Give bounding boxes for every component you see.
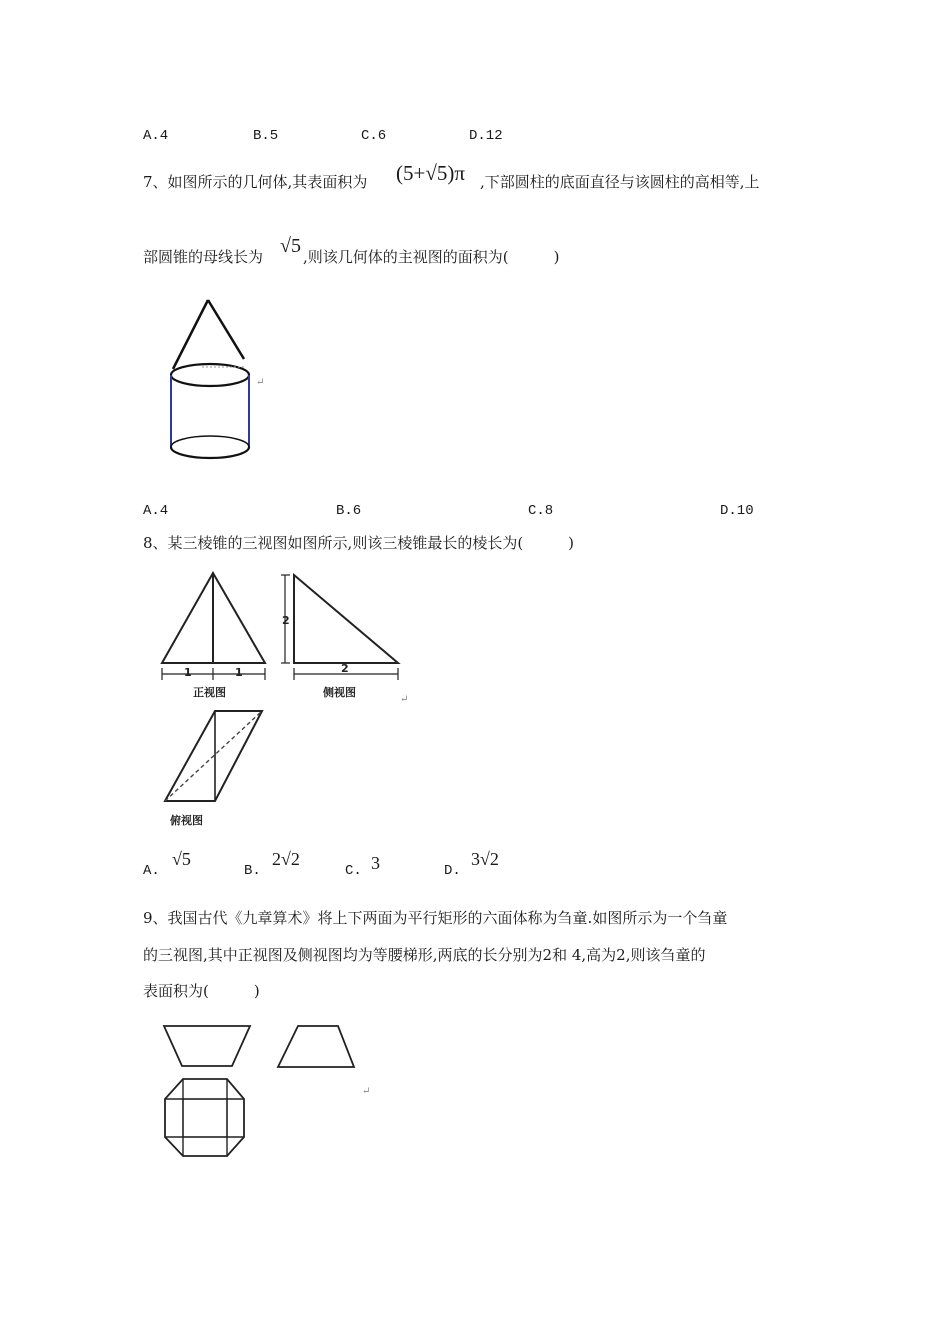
q8-front-view bbox=[155, 568, 275, 703]
side-triangle bbox=[294, 575, 398, 663]
cone-right-edge bbox=[208, 300, 244, 359]
q7-option-c: C.8 bbox=[528, 503, 554, 519]
q7-line2-prefix: 部圆锥的母线长为 bbox=[143, 248, 264, 266]
cylinder-bottom-front bbox=[171, 447, 249, 458]
q6-option-a: A.4 bbox=[143, 128, 169, 144]
q7-option-d: D.10 bbox=[720, 503, 754, 519]
q9-line3: 表面积为( ) bbox=[143, 982, 260, 1000]
q9-top-inner-rect bbox=[183, 1099, 227, 1137]
q9-front-trapezoid bbox=[164, 1026, 250, 1066]
side-view-label: 侧视图 bbox=[323, 686, 356, 699]
q7-option-a: A.4 bbox=[143, 503, 169, 519]
q9-line2: 的三视图,其中正视图及侧视图均为等腰梯形,两底的长分别为2和 4,高为2,则该刍童的 bbox=[143, 946, 706, 964]
q9-line1: 9、我国古代《九章算术》将上下两面为平行矩形的六面体称为刍童.如图所示为一个刍童 bbox=[143, 909, 728, 927]
top-hidden-edge bbox=[165, 711, 262, 801]
q8-option-c-letter: C. bbox=[345, 863, 362, 879]
q8-text: 8、某三棱锥的三视图如图所示,则该三棱锥最长的棱长为( ) bbox=[143, 534, 575, 552]
q7-formula: (5+√5)π bbox=[396, 161, 465, 185]
q8-option-a-value: √5 bbox=[172, 849, 191, 869]
top-view-label: 俯视图 bbox=[170, 814, 203, 827]
q7-line2-suffix: ,则该几何体的主视图的面积为( ) bbox=[303, 248, 560, 266]
q9-three-views-figure bbox=[158, 1020, 378, 1165]
cylinder-bottom-back bbox=[171, 436, 249, 447]
side-dim-height: 2 bbox=[282, 614, 290, 627]
cone-left-edge bbox=[173, 300, 208, 369]
front-dim-right: 1 bbox=[235, 666, 243, 679]
q7-option-b: B.6 bbox=[336, 503, 362, 519]
q7-line1-suffix: ,下部圆柱的底面直径与该圆柱的高相等,上 bbox=[480, 173, 760, 191]
return-mark-icon: ↵ bbox=[362, 1086, 371, 1097]
return-mark-icon: ↵ bbox=[400, 694, 409, 705]
q6-option-c: C.6 bbox=[361, 128, 387, 144]
q8-option-b-value: 2√2 bbox=[272, 849, 300, 869]
q8-top-view bbox=[158, 706, 268, 831]
q7-cone-cylinder-figure bbox=[160, 295, 270, 470]
q8-option-b-letter: B. bbox=[244, 863, 261, 879]
return-mark-icon: ↵ bbox=[256, 377, 265, 388]
q8-option-c-value: 3 bbox=[371, 853, 380, 873]
q7-sqrt5: √5 bbox=[280, 235, 301, 257]
q8-option-d-value: 3√2 bbox=[471, 849, 499, 869]
side-dim-width: 2 bbox=[341, 662, 349, 675]
q7-line1-prefix: 7、如图所示的几何体,其表面积为 bbox=[143, 173, 368, 191]
q9-side-trapezoid bbox=[278, 1026, 354, 1067]
q8-option-d-letter: D. bbox=[444, 863, 461, 879]
front-view-label: 正视图 bbox=[193, 686, 226, 699]
q6-option-d: D.12 bbox=[469, 128, 503, 144]
front-dim-left: 1 bbox=[184, 666, 192, 679]
q9-top-octagon bbox=[165, 1079, 244, 1156]
q8-option-a-letter: A. bbox=[143, 863, 160, 879]
q8-side-view bbox=[278, 568, 418, 708]
q6-option-b: B.5 bbox=[253, 128, 279, 144]
